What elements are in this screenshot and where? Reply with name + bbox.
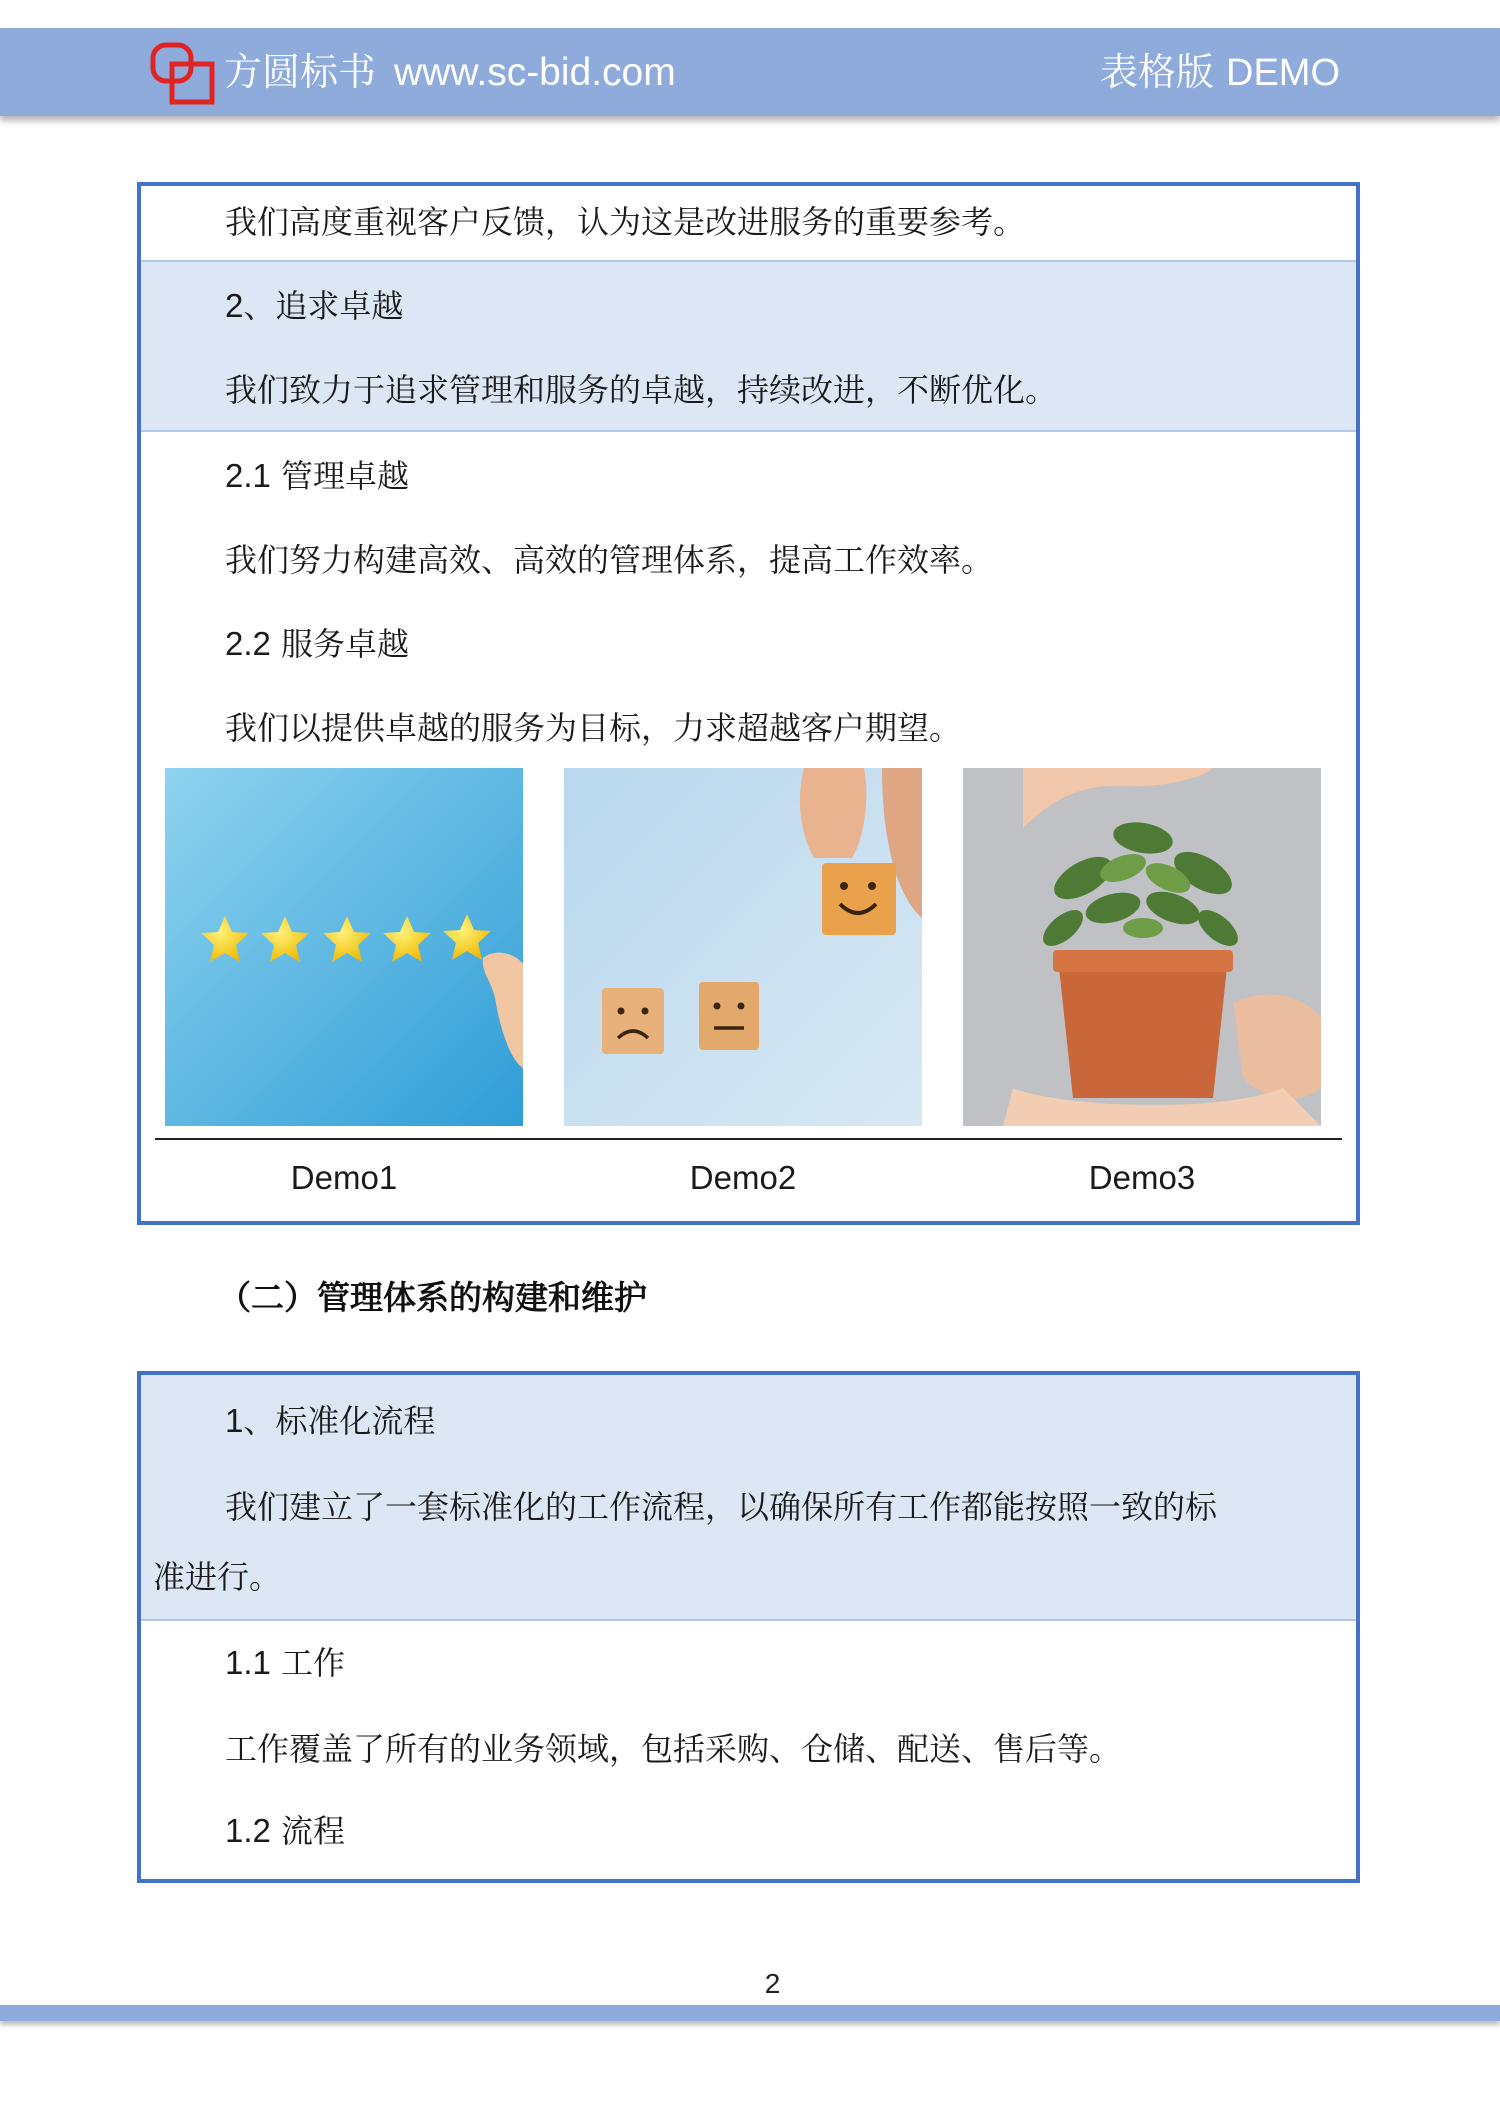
table-2-row-1 xyxy=(141,1375,1356,1619)
demo-prefix: 表格版 xyxy=(1099,50,1214,94)
table-1 xyxy=(137,182,1360,1225)
potted-plant-hands-photo-icon xyxy=(963,768,1321,1126)
demo2-caption: Demo2 xyxy=(689,1159,797,1196)
heading-text: 流程 xyxy=(281,1812,346,1850)
standardized-process-heading xyxy=(225,1399,435,1443)
heading-number: 2 xyxy=(225,287,244,324)
emoji-cubes-photo-icon xyxy=(564,768,922,1126)
work-text: 工作覆盖了所有的业务领域，包括采购、仓储、配送、售后等。 xyxy=(225,1730,1122,1768)
heading-number: 1.2 xyxy=(225,1812,271,1849)
service-excellence-heading xyxy=(225,622,409,666)
table-1-row-3 xyxy=(141,430,1356,1219)
caption-rule xyxy=(155,1138,1342,1140)
feedback-text: 我们高度重视客户反馈，认为这是改进服务的重要参考。 xyxy=(225,203,1026,241)
five-stars-rating-photo-icon xyxy=(165,768,523,1126)
service-excellence-text: 我们以提供卓越的服务为目标，力求超越客户期望。 xyxy=(225,709,962,747)
page-footer-band xyxy=(0,2005,1500,2021)
heading-number: 2.1 xyxy=(225,457,271,494)
section-title: （二）管理体系的构建和维护 xyxy=(218,1278,647,1317)
heading-text: 、标准化流程 xyxy=(243,1402,436,1440)
heading-number: 1 xyxy=(225,1402,244,1439)
table-1-row-1 xyxy=(141,186,1356,260)
table-2 xyxy=(137,1371,1360,1883)
brand-title xyxy=(224,46,676,99)
demo1-image xyxy=(165,768,523,1126)
overlapping-squares-logo-icon xyxy=(150,42,216,106)
process-heading xyxy=(225,1809,345,1853)
heading-number: 2.2 xyxy=(225,625,271,662)
pursue-excellence-text: 我们致力于追求管理和服务的卓越，持续改进，不断优化。 xyxy=(225,371,1058,409)
page-number: 2 xyxy=(764,1968,781,1999)
heading-text: 、追求卓越 xyxy=(243,287,404,325)
demo3-image xyxy=(963,768,1321,1126)
page-header xyxy=(0,28,1500,116)
standardized-process-text-line-2: 准进行。 xyxy=(153,1558,282,1596)
table-1-row-2 xyxy=(141,260,1356,430)
work-heading xyxy=(225,1641,345,1685)
heading-text: 管理卓越 xyxy=(281,457,410,495)
heading-text: 工作 xyxy=(281,1644,346,1682)
pursue-excellence-heading xyxy=(225,284,403,328)
brand-name: 方圆标书 xyxy=(224,50,377,94)
standardized-process-text-line-1: 我们建立了一套标准化的工作流程，以确保所有工作都能按照一致的标 xyxy=(225,1488,1218,1526)
management-excellence-heading xyxy=(225,454,409,498)
table-2-row-2 xyxy=(141,1619,1356,1879)
demo-suffix: DEMO xyxy=(1226,52,1340,94)
brand-url: www.sc-bid.com xyxy=(394,51,676,94)
heading-number: 1.1 xyxy=(225,1644,271,1681)
demo1-caption: Demo1 xyxy=(290,1159,398,1196)
demo-label xyxy=(1100,46,1340,99)
demo3-caption: Demo3 xyxy=(1088,1159,1196,1196)
demo2-image xyxy=(564,768,922,1126)
heading-text: 服务卓越 xyxy=(281,625,410,663)
management-excellence-text: 我们努力构建高效、高效的管理体系，提高工作效率。 xyxy=(225,541,994,579)
